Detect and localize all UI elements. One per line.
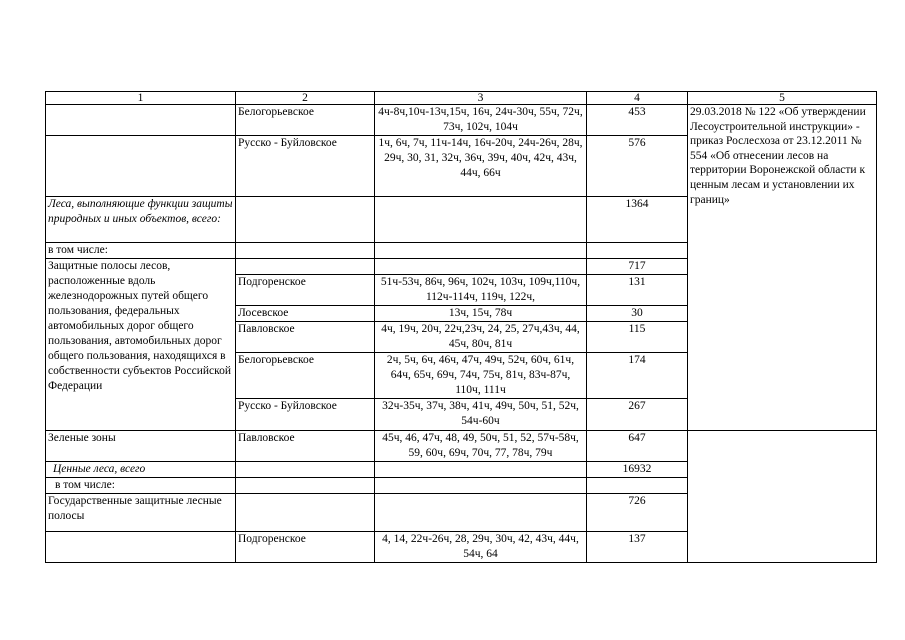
forestry-cell: Русско - Буйловское [236,136,375,197]
category-cell [46,532,236,563]
area-cell: 30 [587,306,688,322]
category-cell: в том числе: [46,478,236,494]
forestry-cell [236,243,375,259]
quarters-cell: 4ч-8ч,10ч-13ч,15ч, 16ч, 24ч-30ч, 55ч, 72ч, 73ч, 102ч, 104ч [375,105,587,136]
category-cell [46,105,236,136]
area-cell [587,478,688,494]
category-cell: в том числе: [46,243,236,259]
forestry-cell [236,197,375,243]
area-cell: 717 [587,259,688,275]
category-cell: Ценные леса, всего [46,462,236,478]
forestry-cell [236,478,375,494]
forestry-cell: Подгоренское [236,275,375,306]
category-cell [46,136,236,197]
forestry-cell [236,462,375,478]
area-cell: 647 [587,431,688,462]
area-cell: 1364 [587,197,688,243]
header-cell: 4 [587,92,688,105]
forestry-cell: Лосевское [236,306,375,322]
header-cell: 3 [375,92,587,105]
area-cell: 726 [587,494,688,532]
forestry-cell: Подгоренское [236,532,375,563]
area-cell: 576 [587,136,688,197]
quarters-cell: 4ч, 19ч, 20ч, 22ч,23ч, 24, 25, 27ч,43ч, 44, 45ч, 80ч, 81ч [375,322,587,353]
legal-basis-cell: 29.03.2018 № 122 «Об утверждении Лесоустроительной инструкции» - приказ Рослесхоза от 23.12.2011 № 554 «Об отнесении лесов на территории Воронежской области к ценным лесам и установлении их границ» [688,105,877,431]
area-cell: 137 [587,532,688,563]
forestry-cell: Павловское [236,431,375,462]
area-cell: 115 [587,322,688,353]
quarters-cell [375,494,587,532]
area-cell: 16932 [587,462,688,478]
forestry-cell: Белогорьевское [236,353,375,399]
quarters-cell [375,462,587,478]
forestry-cell: Белогорьевское [236,105,375,136]
quarters-cell: 51ч-53ч, 86ч, 96ч, 102ч, 103ч, 109ч,110ч, 112ч-114ч, 119ч, 122ч, [375,275,587,306]
header-cell: 1 [46,92,236,105]
quarters-cell: 4, 14, 22ч-26ч, 28, 29ч, 30ч, 42, 43ч, 44ч, 54ч, 64 [375,532,587,563]
area-cell: 267 [587,399,688,431]
quarters-cell: 1ч, 6ч, 7ч, 11ч-14ч, 16ч-20ч, 24ч-26ч, 28ч, 29ч, 30, 31, 32ч, 36ч, 39ч, 40ч, 42ч, 43ч, 44ч, 66ч [375,136,587,197]
quarters-cell: 32ч-35ч, 37ч, 38ч, 41ч, 49ч, 50ч, 51, 52ч, 54ч-60ч [375,399,587,431]
quarters-cell: 45ч, 46, 47ч, 48, 49, 50ч, 51, 52, 57ч-58ч, 59, 60ч, 69ч, 70ч, 77, 78ч, 79ч [375,431,587,462]
area-cell: 131 [587,275,688,306]
legal-basis-cell-empty [688,431,877,563]
category-cell: Государственные защитные лесные полосы [46,494,236,532]
table-row [46,105,877,136]
quarters-cell [375,243,587,259]
header-cell: 5 [688,92,877,105]
header-cell: 2 [236,92,375,105]
forest-table [45,91,877,563]
category-cell: Защитные полосы лесов, расположенные вдоль железнодорожных путей общего пользования, федеральных автомобильных дорог общего пользования, автомобильных дорог общего пользования, находящихся в собственности субъектов Российской Федерации [46,259,236,431]
quarters-cell: 2ч, 5ч, 6ч, 46ч, 47ч, 49ч, 52ч, 60ч, 61ч, 64ч, 65ч, 69ч, 74ч, 75ч, 81ч, 83ч-87ч, 110ч, 111ч [375,353,587,399]
forestry-cell [236,494,375,532]
area-cell: 453 [587,105,688,136]
header-row [46,92,877,105]
forestry-cell: Русско - Буйловское [236,399,375,431]
quarters-cell [375,478,587,494]
forestry-cell [236,259,375,275]
forestry-cell: Павловское [236,322,375,353]
category-cell: Леса, выполняющие функции защиты природных и иных объектов, всего: [46,197,236,243]
quarters-cell: 13ч, 15ч, 78ч [375,306,587,322]
area-cell: 174 [587,353,688,399]
quarters-cell [375,197,587,243]
table-row [46,431,877,462]
quarters-cell [375,259,587,275]
area-cell [587,243,688,259]
category-cell: Зеленые зоны [46,431,236,462]
